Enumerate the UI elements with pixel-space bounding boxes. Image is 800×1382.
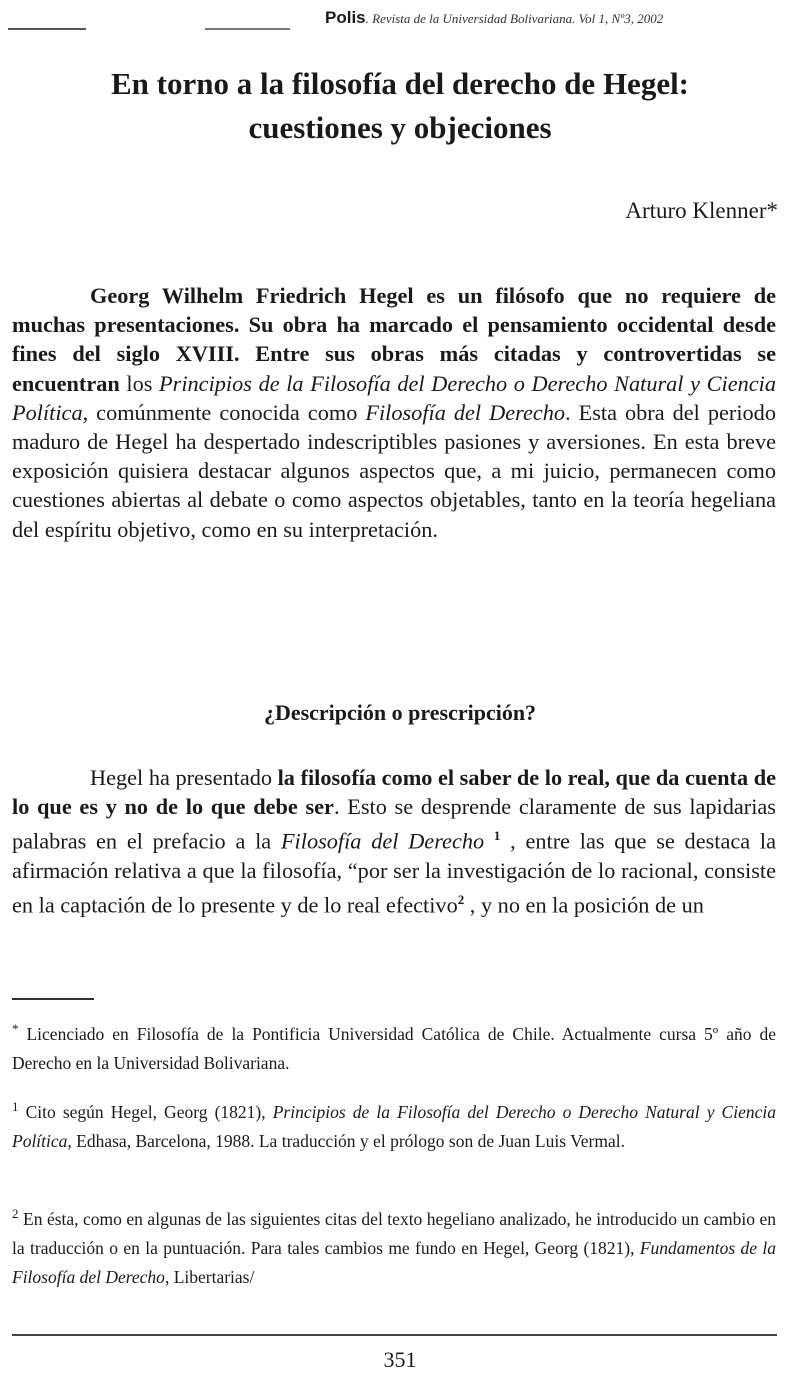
title-line-1: En torno a la filosofía del derecho de Hegel:	[110, 66, 690, 101]
footnote-mark: 1	[12, 1099, 19, 1114]
text-bold: Georg Wilhelm Friedrich Hegel es un filósofo que no requiere de muchas presentaciones. Su obra ha marcado el pensamiento occidental desde fines del siglo XVIII. Entre sus obras más citadas y controvertidas se encuentran	[12, 283, 776, 396]
text: . Esta obra del periodo maduro de Hegel ha despertado indescriptibles pasiones y aversiones. En esta breve exposición quisiera destacar algunos aspectos que, a mi juicio, permanecen como cuestiones abiertas al debate o como aspectos objetables, tanto en la teoría hegeliana del espíritu objetivo, como en su interpretación.	[12, 399, 776, 542]
footnote-ref[interactable]: 1	[493, 828, 501, 844]
text: , entre las que se destaca la afirmación relativa a que la filosofía, “por ser la investigación de lo racional, consiste en la captación de lo presente y de lo real efectivo	[12, 828, 776, 918]
footnote-text: En ésta, como en algunas de las siguientes citas del texto hegeliano analizado, he introducido un cambio en la traducción o en la puntuación. Para tales cambios me fundo en Hegel, Georg (1821),	[12, 1208, 776, 1258]
footnote-mark: *	[12, 1021, 19, 1036]
section-paragraph	[12, 763, 776, 920]
footnote-text: Cito según Hegel, Georg (1821),	[18, 1101, 273, 1122]
text-bold: la filosofía como el saber de lo real, que da cuenta de lo que es y no de lo que debe ser	[12, 765, 776, 820]
journal-subtitle: . Revista de la Universidad Bolivariana. Vol 1, Nº3, 2002	[365, 11, 664, 26]
author: Arturo Klenner*	[625, 198, 778, 223]
section-heading: ¿Descripción o prescripción?	[263, 700, 537, 725]
text-italic: Filosofía del Derecho	[280, 828, 485, 854]
text: , comúnmente conocida como	[82, 399, 366, 425]
text: . Esto se desprende claramente de sus lapidarias palabras en el prefacio a la	[12, 794, 776, 854]
footnote-ref[interactable]: 2	[457, 892, 465, 908]
text: los	[119, 370, 160, 396]
footnote-text-italic: Principios de la Filosofía del Derecho o Derecho Natural y Ciencia Política	[12, 1101, 776, 1151]
text-italic: Filosofía del Derecho	[365, 399, 566, 425]
footnote-text: , Edhasa, Barcelona, 1988. La traducción y el prólogo son de Juan Luis Vermal.	[67, 1130, 625, 1151]
page-number: 351	[383, 1347, 417, 1372]
footnote-divider	[12, 998, 94, 1000]
journal-citation	[325, 8, 663, 28]
text: Hegel ha presentado	[90, 765, 278, 790]
intro-paragraph	[12, 281, 776, 544]
title-line-2: cuestiones y objeciones	[248, 110, 552, 145]
journal-name: Polis	[325, 8, 366, 27]
footnote-author	[12, 1014, 776, 1078]
header-rule	[205, 28, 290, 30]
footnote-text: Licenciado en Filosofía de la Pontificia Universidad Católica de Chile. Actualmente cursa 5º año de Derecho en la Universidad Bolivariana.	[12, 1023, 776, 1073]
text-italic: Principios de la Filosofía del Derecho o Derecho Natural y Ciencia Política	[12, 370, 777, 425]
footnote-text-italic: Fundamentos de la Filosofía del Derecho	[12, 1237, 776, 1287]
footnote-mark: 2	[12, 1206, 19, 1221]
text: , y no en la posición de un	[464, 892, 704, 918]
footnote-2	[12, 1199, 776, 1292]
article-title	[0, 62, 800, 150]
footnote-text: , Libertarias/	[164, 1266, 255, 1287]
footnote-1	[12, 1092, 776, 1156]
footer-rule	[12, 1334, 777, 1336]
running-header	[0, 4, 800, 34]
header-rule	[8, 28, 86, 30]
